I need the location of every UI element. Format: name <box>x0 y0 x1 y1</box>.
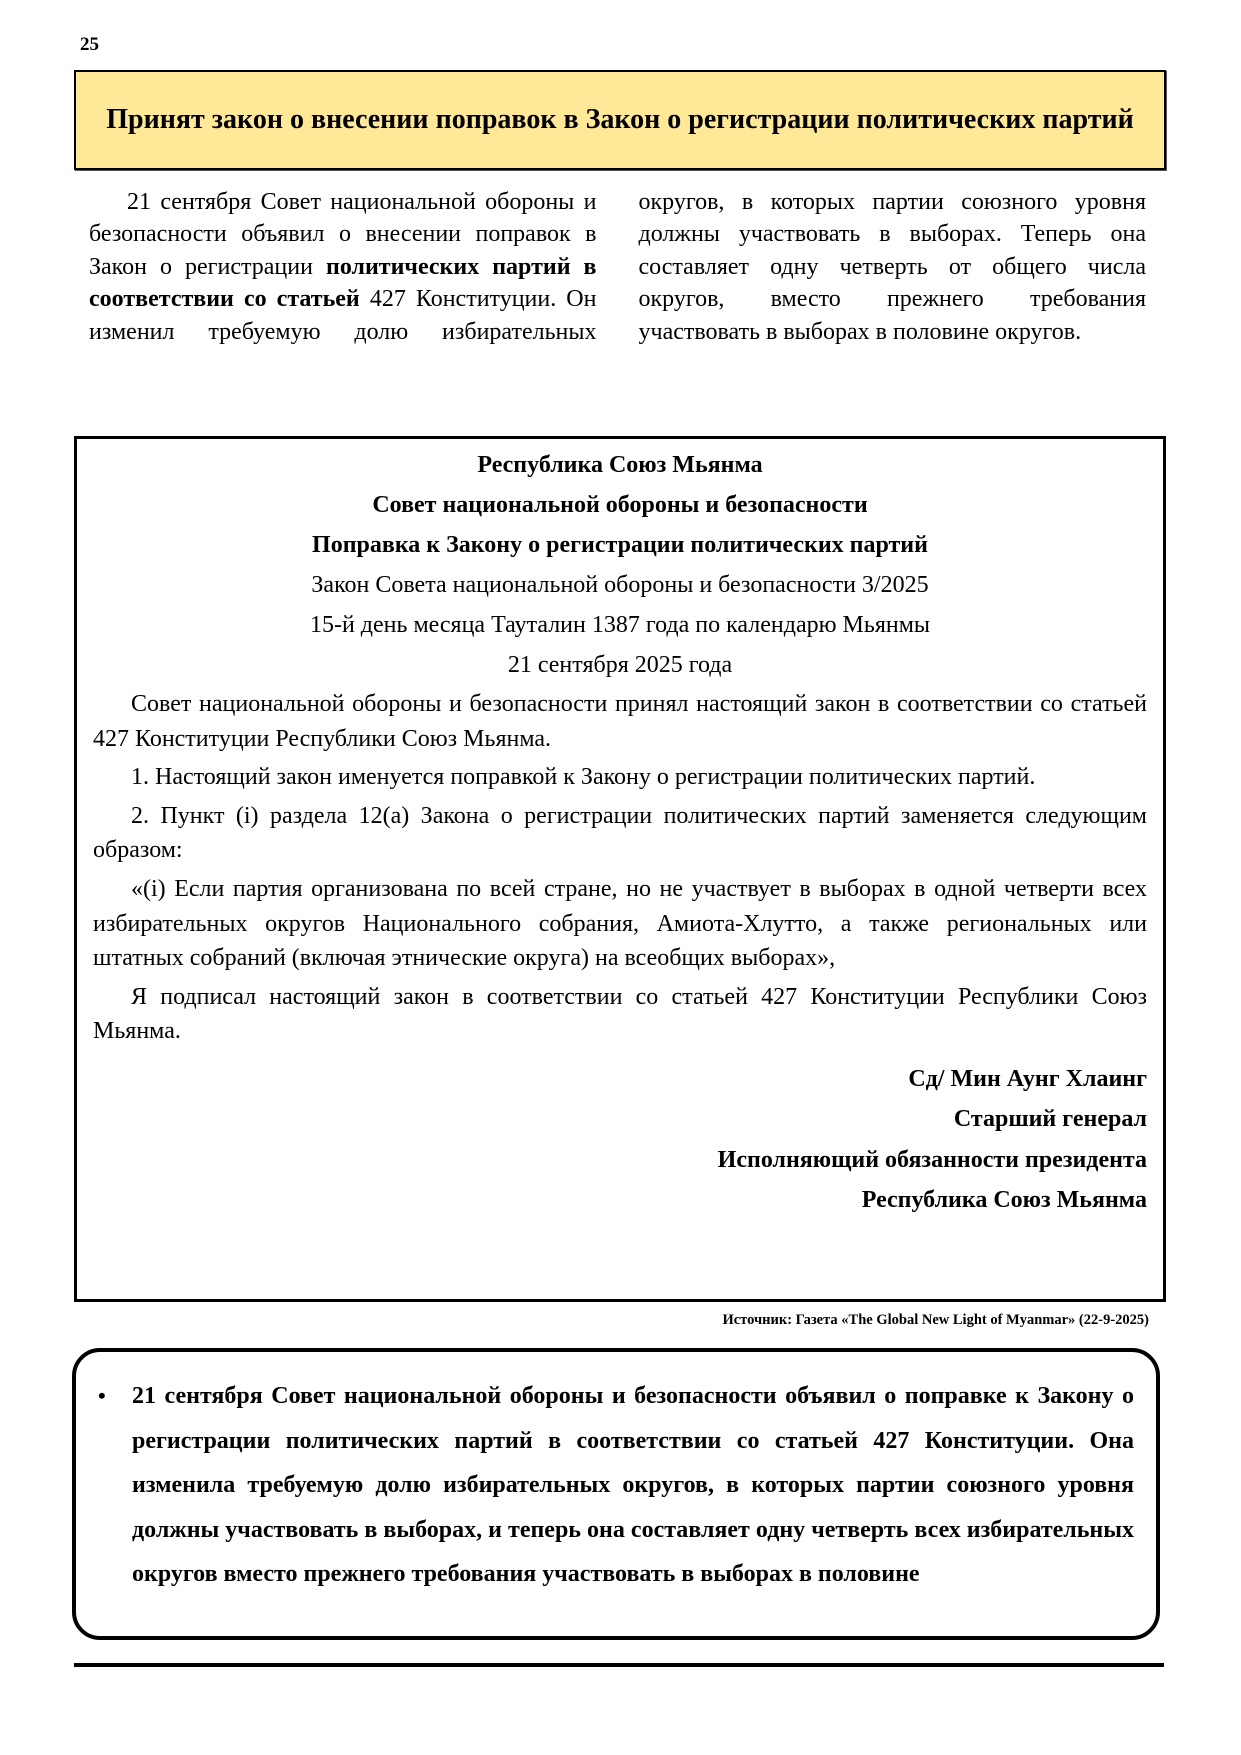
intro-segment: 21 сентября Совет национальной обороны и безопасности объявил о внесении поправок в Закон о регистрации <box>89 189 597 280</box>
article-title-box <box>74 70 1166 170</box>
signature-country: Республика Союз Мьянма <box>861 1187 1147 1214</box>
summary-box <box>72 1348 1160 1640</box>
article-title: Принят закон о внесении поправок в Закон о регистрации политических партий <box>106 104 1134 135</box>
intro-segment: 427 Конституции. Он изменил требуемую долю избирательных округов, в которых партии союзного уровня должны участвовать в выборах. Теперь она составляет одну четверть от общего числа округов, вместо прежнего требования участвовать в выборах в половине округов. <box>89 189 1146 345</box>
law-number: Закон Совета национальной обороны и безопасности 3/2025 <box>311 572 929 598</box>
law-paragraph: 2. Пункт (i) раздела 12(a) Закона о регистрации политических партий заменяется следующим образом: <box>93 802 1147 864</box>
summary-list <box>92 1374 1134 1597</box>
signature-block <box>93 1059 1147 1221</box>
page-number: 25 <box>80 34 99 55</box>
law-heading-council: Совет национальной обороны и безопасности <box>372 492 868 518</box>
law-paragraph: Я подписал настоящий закон в соответствии со статьей 427 Конституции Республики Союз Мьянма. <box>93 983 1147 1045</box>
signature-position: Исполняющий обязанности президента <box>717 1146 1147 1173</box>
intro-text <box>89 186 1146 348</box>
intro-paragraph <box>89 186 1146 348</box>
signature-rank: Старший генерал <box>953 1106 1147 1133</box>
intro-segment-bold: политических партий в соответствии со статьей <box>89 253 597 313</box>
signature-name: Сд/ Мин Аунг Хлаинг <box>908 1065 1147 1092</box>
law-text-box <box>74 436 1166 1302</box>
source-citation: Источник: Газета «The Global New Light of Myanmar» (22-9-2025) <box>722 1312 1149 1328</box>
summary-item-text: 21 сентября Совет национальной обороны и безопасности объявил о поправке к Закону о регистрации политических партий в соответствии со статьей 427 Конституции. Она изменила требуемую долю избирательных округов, в которых партии союзного уровня должны участвовать в выборах, и теперь она составляет одну четверть всех избирательных округов вместо прежнего требования участвовать в выборах в половине <box>132 1383 1134 1587</box>
summary-item <box>92 1374 1134 1597</box>
law-paragraph: Совет национальной обороны и безопасности принял настоящий закон в соответствии со статьей 427 Конституции Республики Союз Мьянма. <box>93 691 1147 752</box>
bottom-divider <box>74 1663 1164 1667</box>
law-date: 21 сентября 2025 года <box>507 652 733 678</box>
bullet-icon: • <box>98 1383 106 1408</box>
law-heading-title: Поправка к Закону о регистрации политических партий <box>312 532 928 558</box>
law-heading-country: Республика Союз Мьянма <box>477 452 763 478</box>
law-myanmar-date: 15-й день месяца Тауталин 1387 года по календарю Мьянмы <box>309 612 931 638</box>
law-paragraph: «(i) Если партия организована по всей стране, но не участвует в выборах в одной четверти всех избирательных округов Национального собрания, Амиота-Хлутто, а также региональных или штатных собраний (включая этнические округа) на всеобщих выборах», <box>93 875 1147 972</box>
law-paragraph: 1. Настоящий закон именуется поправкой к Закону о регистрации политических партий. <box>131 764 1036 791</box>
